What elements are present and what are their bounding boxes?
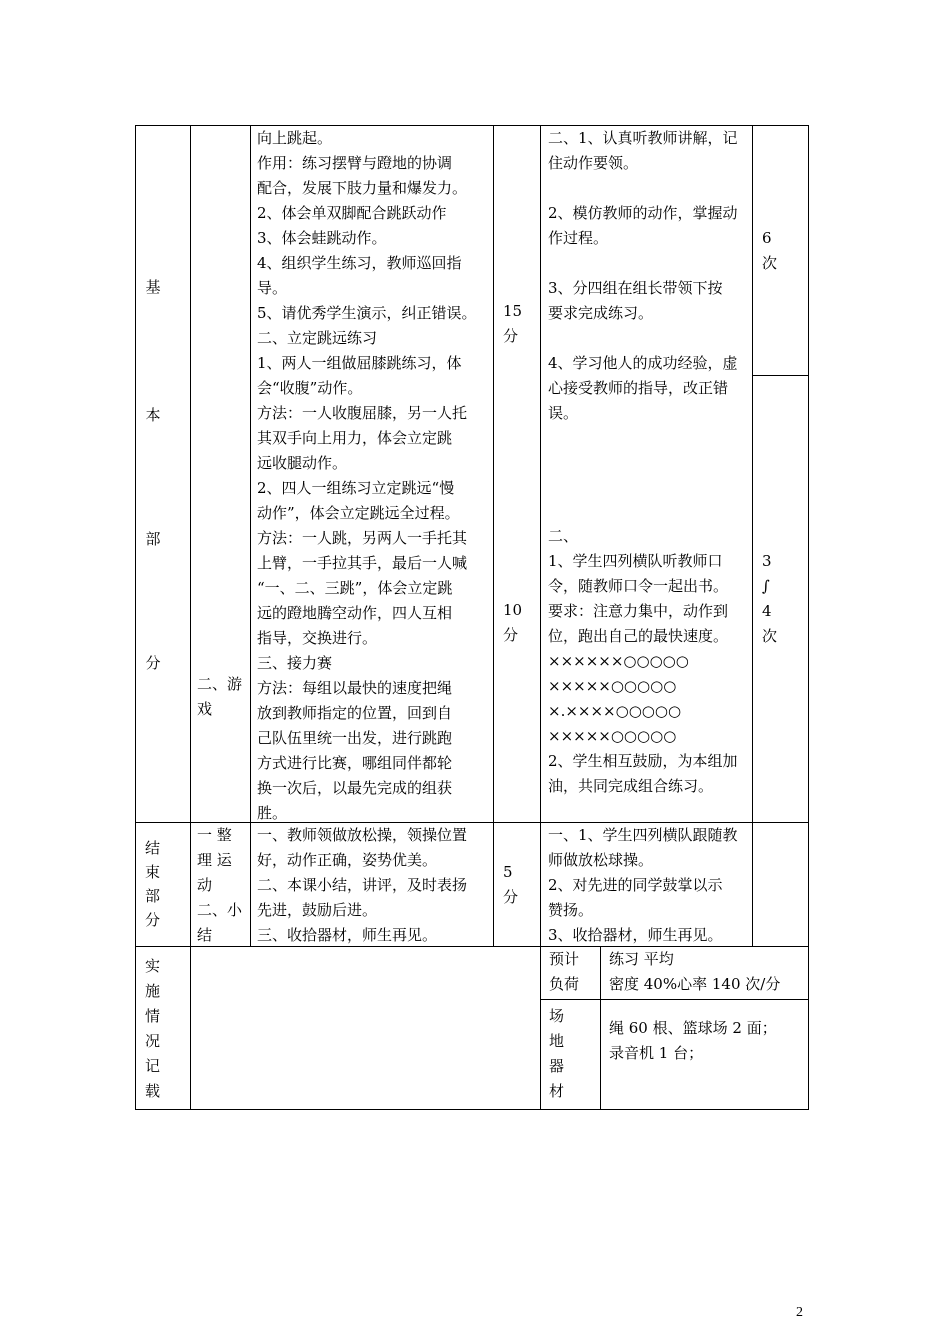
time-10: 10 分 bbox=[503, 601, 523, 644]
section-label-char: 部 bbox=[145, 530, 161, 548]
col-divider-1b bbox=[190, 946, 191, 1110]
section-label-char: 本 bbox=[145, 406, 161, 424]
section-label-char: 分 bbox=[145, 654, 161, 672]
record-inner-divider bbox=[540, 999, 809, 1000]
student-content-2: 二、 1、学生四列横队听教师口 令，随教师口令一起出书。 要求：注意力集中，动作到 位，跑出自己的最快速度。 ××××××○○○○○ ×××××○○○○○ ×.××××○○○○○ ×××××○○○○○ 2、学生相互鼓励，为本组加 油，共同完成组合练习。 bbox=[548, 527, 738, 795]
col-divider-2 bbox=[250, 125, 251, 947]
count-3-4: 3 ∫ 4 次 bbox=[762, 552, 778, 645]
venue-label: 场 地 器 材 bbox=[549, 1007, 565, 1100]
end-time: 5 分 bbox=[503, 863, 519, 906]
end-sub-label: 一 整 理 运 动 二、小 结 bbox=[197, 826, 243, 944]
table-border-left bbox=[135, 125, 136, 1110]
load-label: 预计 负荷 bbox=[549, 950, 580, 993]
game-label: 二、游 戏 bbox=[197, 675, 243, 718]
table-border-right bbox=[808, 125, 809, 1110]
col-divider-1 bbox=[190, 125, 191, 947]
record-label: 实 施 情 况 记 载 bbox=[145, 957, 161, 1100]
student-content-1: 二、1、认真听教师讲解，记 住动作要领。 2、模仿教师的动作，掌握动 作过程。 3、分四组在组长带领下按 要求完成练习。 4、学习他人的成功经验，虚 心接受教师的指导，改正错 误。 bbox=[548, 129, 738, 422]
end-section-label: 结 束 部 分 bbox=[145, 839, 161, 929]
col-divider-3 bbox=[493, 125, 494, 947]
col-divider-5 bbox=[752, 125, 753, 947]
end-student: 一、1、学生四列横队跟随教 师做放松球操。 2、对先进的同学鼓掌以示 赞扬。 3、收拾器材，师生再见。 bbox=[548, 826, 738, 944]
col-divider-4 bbox=[540, 125, 541, 1110]
count-6: 6 次 bbox=[762, 229, 778, 272]
page-number: 2 bbox=[796, 1305, 803, 1320]
venue-value: 绳 60 根、篮球场 2 面； 录音机 1 台； bbox=[609, 1019, 777, 1062]
time-15: 15 分 bbox=[503, 302, 523, 345]
table-border-bottom bbox=[135, 1109, 809, 1110]
count-divider bbox=[752, 375, 809, 376]
load-value: 练习 平均 密度 40%心率 140 次/分 bbox=[609, 950, 781, 993]
col-divider-record bbox=[600, 946, 601, 1110]
section-label-char: 基 bbox=[145, 278, 161, 296]
end-content: 一、教师领做放松操，领操位置 好，动作正确，姿势优美。 二、本课小结，讲评，及时表扬 先进，鼓励后进。 三、收拾器材，师生再见。 bbox=[257, 826, 468, 944]
teacher-content: 向上跳起。 作用：练习摆臂与蹬地的协调 配合，发展下肢力量和爆发力。 2、体会单双脚配合跳跃动作 3、体会蛙跳动作。 4、组织学生练习，教师巡回指 导。 5、请优秀学生演示，纠正错误。 二、立定跳远练习 1、两人一组做屈膝跳练习，体 会“收腹”动作。 方法：一人收腹屈膝，另一人托 其双手向上用力，体会立定跳 远收腿动作。 2、四人一组练习立定跳远“慢 动作”，体会立定跳远全过程。 方法：一人跳，另两人一手托其 上臂，一手拉其手，最后一人喊 “一、二、三跳”，体会立定跳 远的蹬地腾空动作，四人互相 指导，交换进行。 三、接力赛 方法：每组以最快的速度把绳 放到教师指定的位置，回到自 己队伍里统一出发，进行跳跑 方式进行比赛，哪组同伴都轮 换一次后，以最先完成的组获 胜。 bbox=[257, 129, 477, 822]
